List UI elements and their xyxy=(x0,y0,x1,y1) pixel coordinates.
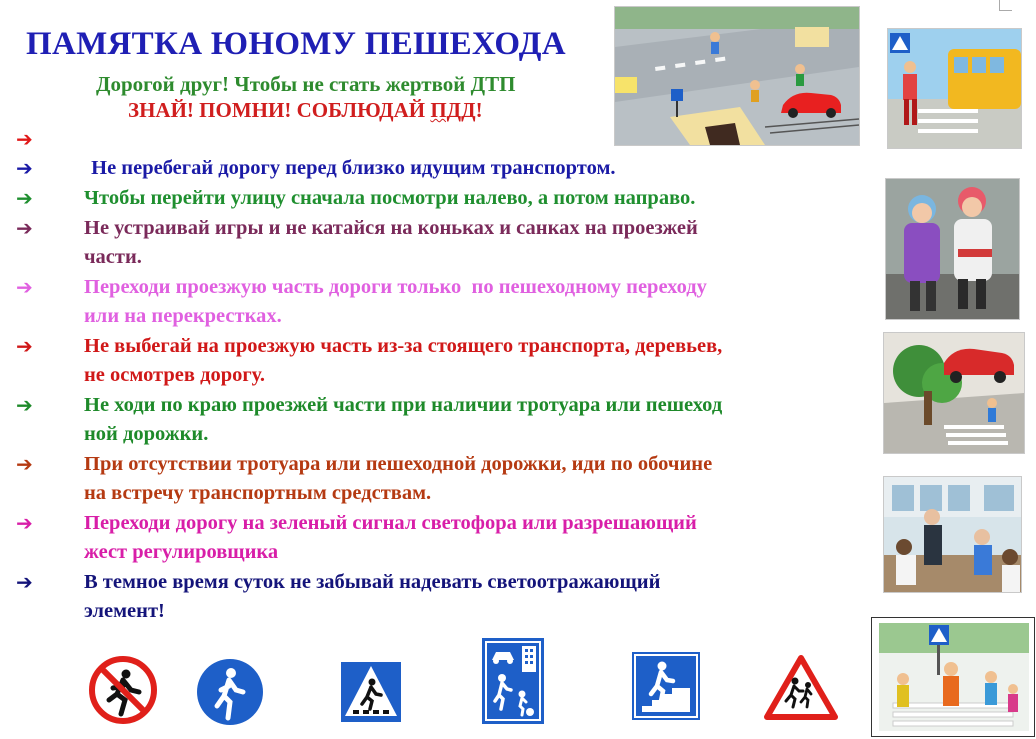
street-illustration xyxy=(614,6,860,146)
page-corner-mark xyxy=(999,0,1012,11)
rule-item xyxy=(16,273,876,331)
rule-item xyxy=(16,509,876,567)
rule-item xyxy=(16,391,876,449)
page-title: ПАМЯТКА ЮНОМУ ПЕШЕХОДА xyxy=(26,26,566,62)
rule-text: Не перебегай дорогу перед близко идущим транспортом. xyxy=(86,157,616,179)
pedestrian-crossing-sign xyxy=(339,660,403,724)
rule-text: Переходи проезжую часть дороги только по пешеходному переходу или на перекрестках. xyxy=(84,276,707,327)
pedestrian-path-sign xyxy=(196,658,264,726)
rule-item xyxy=(16,214,876,272)
subtitle: Дорогой друг! Чтобы не стать жертвой ДТП xyxy=(96,72,516,96)
slogan-pdd: ПДД xyxy=(430,98,476,122)
rule-text: Не устраивай игры и не катайся на коньках и санках на проезжей части. xyxy=(84,217,698,268)
classroom-photo xyxy=(883,476,1022,593)
slogan-main: ЗНАЙ! ПОМНИ! СОБЛЮДАЙ xyxy=(128,98,431,122)
crossing-illustration xyxy=(887,28,1022,149)
rule-text: При отсутствии тротуара или пешеходной дорожки, иди по обочине на встречу транспортным средствам. xyxy=(84,453,713,504)
no-pedestrians-sign xyxy=(89,656,157,724)
rule-text: Не выбегай на проезжую часть из-за стоящего транспорта, деревьев, не осмотрев дорогу. xyxy=(84,335,723,386)
arrow-icon: ➔ xyxy=(16,127,33,151)
rule-text: Переходи дорогу на зеленый сигнал светофора или разрешающий жест регулировщика xyxy=(84,512,697,563)
rule-item xyxy=(16,154,876,183)
rule-text: Не ходи по краю проезжей части при наличии тротуара или пешеход ной дорожки. xyxy=(84,394,723,445)
car-tree-illustration xyxy=(883,332,1025,454)
arrow-icon: ➔ xyxy=(16,511,33,535)
arrow-icon: ➔ xyxy=(16,393,33,417)
arrow-icon: ➔ xyxy=(16,334,33,358)
arrow-icon: ➔ xyxy=(16,186,33,210)
arrow-icon: ➔ xyxy=(16,570,33,594)
traffic-warden-illustration xyxy=(871,617,1035,737)
rule-text: В темное время суток не забывай надевать светоотражающий элемент! xyxy=(84,571,661,622)
arrow-icon: ➔ xyxy=(16,275,33,299)
arrow-icon: ➔ xyxy=(16,452,33,476)
arrow-icon: ➔ xyxy=(16,156,33,180)
children-photo xyxy=(885,178,1020,320)
slogan-end: ! xyxy=(475,98,483,122)
rule-item xyxy=(16,450,876,508)
rule-item xyxy=(16,332,876,390)
rule-item xyxy=(16,568,876,626)
rule-item xyxy=(16,184,876,213)
arrow-icon: ➔ xyxy=(16,216,33,240)
living-zone-sign xyxy=(482,638,544,724)
pedestrian-underpass-sign xyxy=(632,652,700,720)
slogan xyxy=(128,98,483,123)
children-warning-sign xyxy=(764,655,838,721)
rule-text: Чтобы перейти улицу сначала посмотри налево, а потом направо. xyxy=(84,187,696,209)
